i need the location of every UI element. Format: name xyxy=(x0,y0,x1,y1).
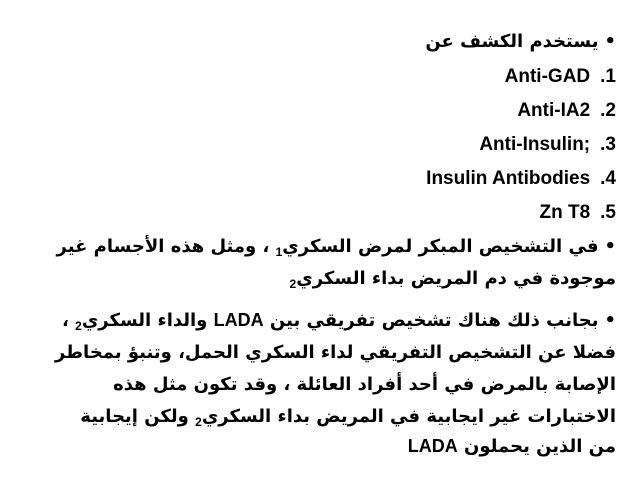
list-item-label: Zn T8 xyxy=(539,202,591,223)
footnote-ref: 2 xyxy=(195,415,202,430)
para2-line1 xyxy=(62,310,616,333)
list-item xyxy=(517,100,616,122)
bullet-icon: • xyxy=(604,31,616,52)
para2-text-a: بجانب ذلك هناك تشخيص تفريقي بين xyxy=(263,310,599,331)
intro-text: يستخدم الكشف عن xyxy=(425,31,599,52)
para1-text-a: في التشخيص المبكر لمرض السكري xyxy=(282,236,599,257)
para2-line5 xyxy=(408,436,616,457)
para2-text-e: الإصابة بالمرض في أحد أفراد العائلة ، وقد تكون مثل هذه xyxy=(113,374,616,395)
para2-line4 xyxy=(80,406,616,429)
list-item-number: .4 xyxy=(600,168,616,189)
para1-text-b: ، ومثل هذه الأجسام غير xyxy=(56,236,276,257)
list-item xyxy=(539,202,616,224)
list-item xyxy=(505,66,616,88)
list-item-number: .2 xyxy=(600,100,616,121)
list-item-label: Anti-IA2 xyxy=(517,100,591,121)
para2-text-h: من الذين يحملون xyxy=(457,436,616,457)
list-item-label: Insulin Antibodies xyxy=(426,168,591,189)
para1-text-c: موجودة في دم المريض بداء السكري xyxy=(296,268,616,289)
intro-line xyxy=(425,30,616,52)
para2-text-f: الاختبارات غير ايجابية في المريض بداء السكري xyxy=(201,406,616,427)
list-item-number: .5 xyxy=(600,202,616,223)
list-item-label: Anti-GAD xyxy=(504,66,591,87)
list-item-number: .3 xyxy=(600,134,616,155)
para2-line2 xyxy=(55,342,616,363)
para1-line1 xyxy=(57,236,616,259)
footnote-ref: 2 xyxy=(75,319,82,334)
list-item-label: Anti-Insulin; xyxy=(479,134,591,155)
para2-text-g: ولكن إيجابية xyxy=(80,406,196,427)
para2-text-d: فضلا عن التشخيص التفريقي لداء السكري الحمل، وتنبؤ بمخاطر xyxy=(54,342,616,363)
list-item-number: .1 xyxy=(600,66,616,87)
bullet-icon: • xyxy=(604,236,616,257)
footnote-ref: 1 xyxy=(275,245,283,260)
lada-term: LADA xyxy=(407,436,458,456)
para2-text-b: والداء السكري xyxy=(81,310,214,331)
para2-line3 xyxy=(113,374,616,395)
list-item xyxy=(479,134,616,156)
footnote-ref: 2 xyxy=(289,277,297,292)
bullet-icon: • xyxy=(604,310,616,331)
lada-term: LADA xyxy=(213,310,264,330)
list-item xyxy=(426,168,616,190)
para1-line2 xyxy=(290,268,616,291)
para2-text-c: ، xyxy=(62,310,76,331)
